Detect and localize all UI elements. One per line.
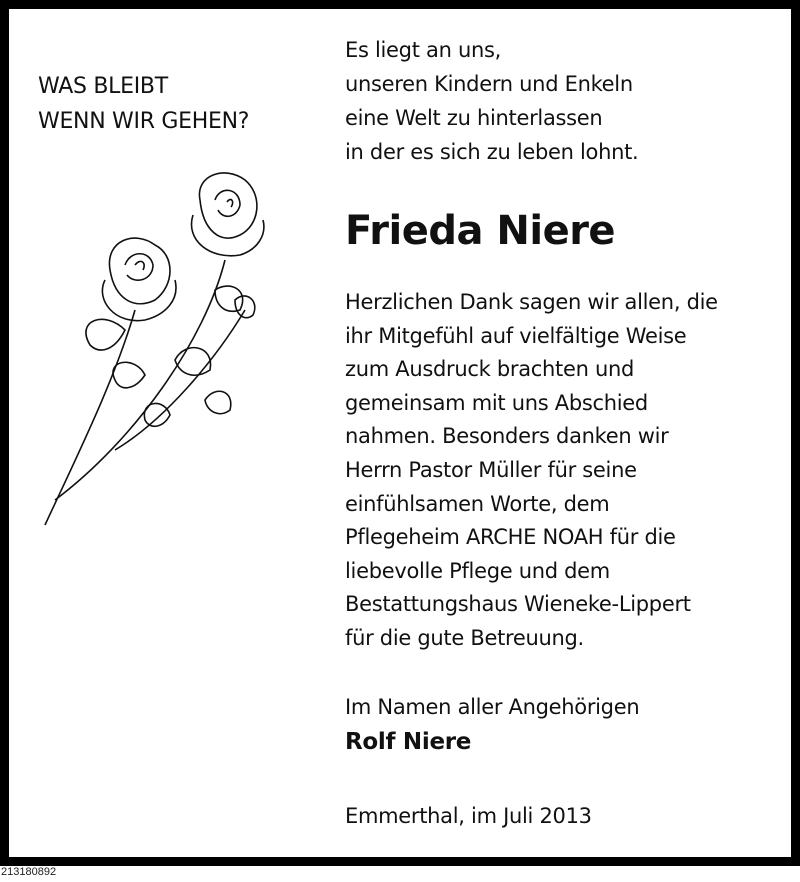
poem-line: eine Welt zu hinterlassen xyxy=(345,106,603,130)
body-line: Bestattungshaus Wieneke-Lippert xyxy=(345,592,691,617)
body-line: nahmen. Besonders danken wir xyxy=(345,424,669,449)
body-line: ihr Mitgefühl auf vielfältige Weise xyxy=(345,323,687,348)
poem-line: Es liegt an uns, xyxy=(345,38,502,62)
roses-illustration xyxy=(35,160,265,540)
signoff: Im Namen aller Angehörigen xyxy=(345,695,640,719)
body-line: liebevolle Pflege und dem xyxy=(345,558,610,583)
deceased-name: Frieda Niere xyxy=(345,208,616,254)
body-line: Pflegeheim ARCHE NOAH für die xyxy=(345,525,676,550)
heading-line-1: WAS BLEIBT xyxy=(38,74,168,99)
body-line: zum Ausdruck brachten und xyxy=(345,357,635,382)
place-date: Emmerthal, im Juli 2013 xyxy=(345,804,592,828)
body-line: für die gute Betreuung. xyxy=(345,626,584,650)
body-line: Herzlichen Dank sagen wir allen, die xyxy=(345,290,718,314)
body-line: gemeinsam mit uns Abschied xyxy=(345,390,648,415)
rosebud-icon xyxy=(235,296,255,318)
leaves-icon xyxy=(86,286,243,426)
poem-line: in der es sich zu leben lohnt. xyxy=(345,140,639,164)
rose-bloom-icon xyxy=(102,238,176,321)
poem-line: unseren Kindern und Enkeln xyxy=(345,72,633,96)
body-line: Herrn Pastor Müller für seine xyxy=(345,458,637,482)
signer-name: Rolf Niere xyxy=(345,729,472,755)
ad-id: 213180892 xyxy=(1,866,57,878)
heading-line-2: WENN WIR GEHEN? xyxy=(38,109,250,134)
body-line: einfühlsamen Worte, dem xyxy=(345,491,610,516)
rose-bloom-icon xyxy=(191,173,263,256)
